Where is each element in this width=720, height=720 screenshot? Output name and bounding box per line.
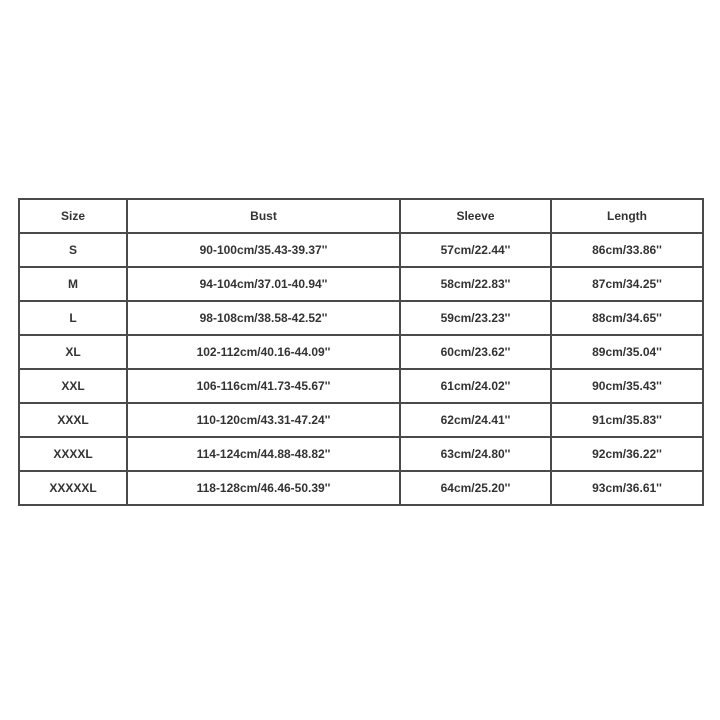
measurement-cell: 64cm/25.20'' bbox=[400, 471, 551, 505]
measurement-cell: 114-124cm/44.88-48.82'' bbox=[127, 437, 400, 471]
measurement-cell: 89cm/35.04'' bbox=[551, 335, 703, 369]
measurement-cell: 93cm/36.61'' bbox=[551, 471, 703, 505]
measurement-cell: 98-108cm/38.58-42.52'' bbox=[127, 301, 400, 335]
measurement-cell: 86cm/33.86'' bbox=[551, 233, 703, 267]
measurement-cell: 88cm/34.65'' bbox=[551, 301, 703, 335]
measurement-cell: 90cm/35.43'' bbox=[551, 369, 703, 403]
table-row bbox=[19, 267, 703, 301]
size-chart-table bbox=[18, 198, 704, 506]
measurement-cell: 63cm/24.80'' bbox=[400, 437, 551, 471]
measurement-cell: 118-128cm/46.46-50.39'' bbox=[127, 471, 400, 505]
size-cell: S bbox=[19, 233, 127, 267]
size-cell: XXXXL bbox=[19, 437, 127, 471]
column-header-length: Length bbox=[551, 199, 703, 233]
size-cell: M bbox=[19, 267, 127, 301]
column-header-size: Size bbox=[19, 199, 127, 233]
measurement-cell: 60cm/23.62'' bbox=[400, 335, 551, 369]
measurement-cell: 87cm/34.25'' bbox=[551, 267, 703, 301]
measurement-cell: 102-112cm/40.16-44.09'' bbox=[127, 335, 400, 369]
measurement-cell: 94-104cm/37.01-40.94'' bbox=[127, 267, 400, 301]
measurement-cell: 61cm/24.02'' bbox=[400, 369, 551, 403]
column-header-sleeve: Sleeve bbox=[400, 199, 551, 233]
measurement-cell: 59cm/23.23'' bbox=[400, 301, 551, 335]
table-row bbox=[19, 233, 703, 267]
table-row bbox=[19, 403, 703, 437]
size-cell: XXXXXL bbox=[19, 471, 127, 505]
table-header-row bbox=[19, 199, 703, 233]
table-row bbox=[19, 335, 703, 369]
size-cell: XL bbox=[19, 335, 127, 369]
measurement-cell: 90-100cm/35.43-39.37'' bbox=[127, 233, 400, 267]
column-header-bust: Bust bbox=[127, 199, 400, 233]
measurement-cell: 91cm/35.83'' bbox=[551, 403, 703, 437]
measurement-cell: 92cm/36.22'' bbox=[551, 437, 703, 471]
size-cell: XXL bbox=[19, 369, 127, 403]
measurement-cell: 58cm/22.83'' bbox=[400, 267, 551, 301]
measurement-cell: 62cm/24.41'' bbox=[400, 403, 551, 437]
table-row bbox=[19, 301, 703, 335]
measurement-cell: 110-120cm/43.31-47.24'' bbox=[127, 403, 400, 437]
table-row bbox=[19, 471, 703, 505]
table-row bbox=[19, 369, 703, 403]
size-cell: L bbox=[19, 301, 127, 335]
measurement-cell: 57cm/22.44'' bbox=[400, 233, 551, 267]
measurement-cell: 106-116cm/41.73-45.67'' bbox=[127, 369, 400, 403]
size-cell: XXXL bbox=[19, 403, 127, 437]
table-row bbox=[19, 437, 703, 471]
